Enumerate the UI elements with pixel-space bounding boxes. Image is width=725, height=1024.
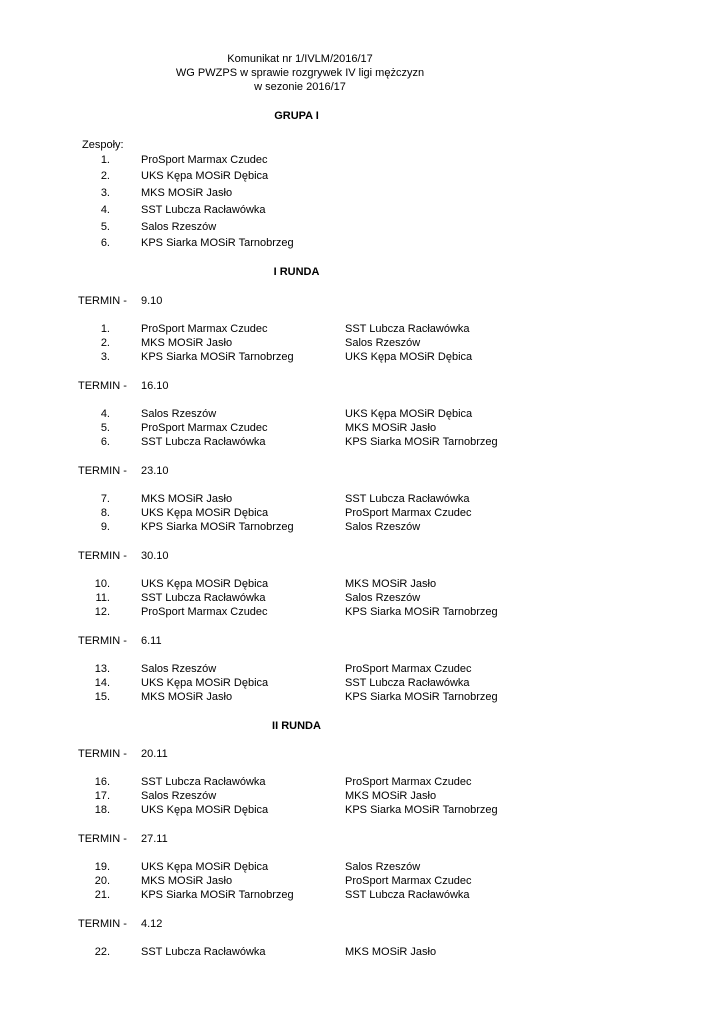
match-number: 3. [100,351,110,363]
team-number: 5. [100,221,110,233]
match-number: 1. [100,323,110,335]
match-home: MKS MOSiR Jasło [141,875,233,887]
match-home: MKS MOSiR Jasło [141,337,233,349]
match-home: UKS Kępa MOSiR Dębica [141,578,269,590]
group-title: GRUPA I [274,110,319,122]
team-name: KPS Siarka MOSiR Tarnobrzeg [141,237,294,249]
match-home: KPS Siarka MOSiR Tarnobrzeg [141,351,294,363]
match-away: ProSport Marmax Czudec [345,507,472,519]
team-name: UKS Kępa MOSiR Dębica [141,170,269,182]
termin-label: TERMIN - [78,380,127,392]
match-home: Salos Rzeszów [141,790,217,802]
termin-label: TERMIN - [78,748,127,760]
match-away: ProSport Marmax Czudec [345,663,472,675]
match-home: UKS Kępa MOSiR Dębica [141,677,269,689]
termin-date: 27.11 [141,833,168,845]
match-home: UKS Kępa MOSiR Dębica [141,804,269,816]
match-number: 9. [100,521,110,533]
match-number: 6. [100,436,110,448]
header-season: w sezonie 2016/17 [254,81,346,93]
match-number: 13. [94,663,110,675]
match-away: MKS MOSiR Jasło [345,790,437,802]
match-home: SST Lubcza Racławówka [141,436,266,448]
round-title: I RUNDA [273,266,320,278]
termin-date: 30.10 [141,550,169,562]
termin-label: TERMIN - [78,465,127,477]
team-name: SST Lubcza Racławówka [141,204,266,216]
match-home: ProSport Marmax Czudec [141,422,268,434]
match-away: Salos Rzeszów [345,521,421,533]
match-home: SST Lubcza Racławówka [141,776,266,788]
termin-label: TERMIN - [78,918,127,930]
match-number: 18. [94,804,110,816]
match-away: UKS Kępa MOSiR Dębica [345,408,473,420]
match-home: UKS Kępa MOSiR Dębica [141,507,269,519]
match-away: Salos Rzeszów [345,861,421,873]
match-number: 15. [94,691,110,703]
match-home: ProSport Marmax Czudec [141,323,268,335]
match-number: 21. [94,889,110,901]
match-away: MKS MOSiR Jasło [345,422,437,434]
termin-date: 16.10 [141,380,169,392]
termin-date: 9.10 [141,295,163,307]
match-away: KPS Siarka MOSiR Tarnobrzeg [345,436,498,448]
termin-label: TERMIN - [78,550,127,562]
match-away: Salos Rzeszów [345,592,421,604]
match-number: 8. [100,507,110,519]
match-home: Salos Rzeszów [141,663,217,675]
match-number: 10. [94,578,110,590]
match-home: UKS Kępa MOSiR Dębica [141,861,269,873]
team-number: 6. [100,237,110,249]
match-number: 20. [94,875,110,887]
match-away: SST Lubcza Racławówka [345,493,470,505]
match-number: 14. [94,677,110,689]
match-number: 22. [94,946,110,958]
match-home: MKS MOSiR Jasło [141,493,233,505]
match-number: 7. [100,493,110,505]
termin-date: 6.11 [141,635,162,647]
team-number: 2. [100,170,110,182]
match-number: 5. [100,422,110,434]
match-away: ProSport Marmax Czudec [345,776,472,788]
match-number: 16. [94,776,110,788]
match-away: SST Lubcza Racławówka [345,889,470,901]
termin-date: 23.10 [141,465,169,477]
match-away: KPS Siarka MOSiR Tarnobrzeg [345,606,498,618]
match-home: KPS Siarka MOSiR Tarnobrzeg [141,521,294,533]
match-away: ProSport Marmax Czudec [345,875,472,887]
match-home: MKS MOSiR Jasło [141,691,233,703]
termin-date: 4.12 [141,918,163,930]
match-home: ProSport Marmax Czudec [141,606,268,618]
match-home: Salos Rzeszów [141,408,217,420]
match-away: Salos Rzeszów [345,337,421,349]
document-header [100,52,500,94]
match-number: 19. [94,861,110,873]
team-name: MKS MOSiR Jasło [141,187,233,199]
match-number: 11. [95,592,110,604]
match-home: KPS Siarka MOSiR Tarnobrzeg [141,889,294,901]
match-away: SST Lubcza Racławówka [345,323,470,335]
termin-date: 20.11 [141,748,168,760]
match-away: KPS Siarka MOSiR Tarnobrzeg [345,804,498,816]
team-number: 1. [100,154,110,166]
match-away: MKS MOSiR Jasło [345,578,437,590]
match-away: SST Lubcza Racławówka [345,677,470,689]
match-number: 17. [94,790,110,802]
team-number: 4. [100,204,110,216]
termin-label: TERMIN - [78,635,127,647]
round-title: II RUNDA [272,720,321,732]
termin-label: TERMIN - [78,833,127,845]
match-number: 12. [94,606,110,618]
team-name: Salos Rzeszów [141,221,217,233]
header-subtitle: WG PWZPS w sprawie rozgrywek IV ligi mężczyzn [175,67,425,79]
match-number: 4. [100,408,110,420]
team-name: ProSport Marmax Czudec [141,154,268,166]
match-number: 2. [100,337,110,349]
header-title: Komunikat nr 1/IVLM/2016/17 [227,53,373,65]
match-home: SST Lubcza Racławówka [141,946,266,958]
team-number: 3. [100,187,110,199]
match-away: UKS Kępa MOSiR Dębica [345,351,473,363]
match-home: SST Lubcza Racławówka [141,592,266,604]
match-away: MKS MOSiR Jasło [345,946,437,958]
match-away: KPS Siarka MOSiR Tarnobrzeg [345,691,498,703]
termin-label: TERMIN - [78,295,127,307]
teams-label: Zespoły: [82,139,124,151]
